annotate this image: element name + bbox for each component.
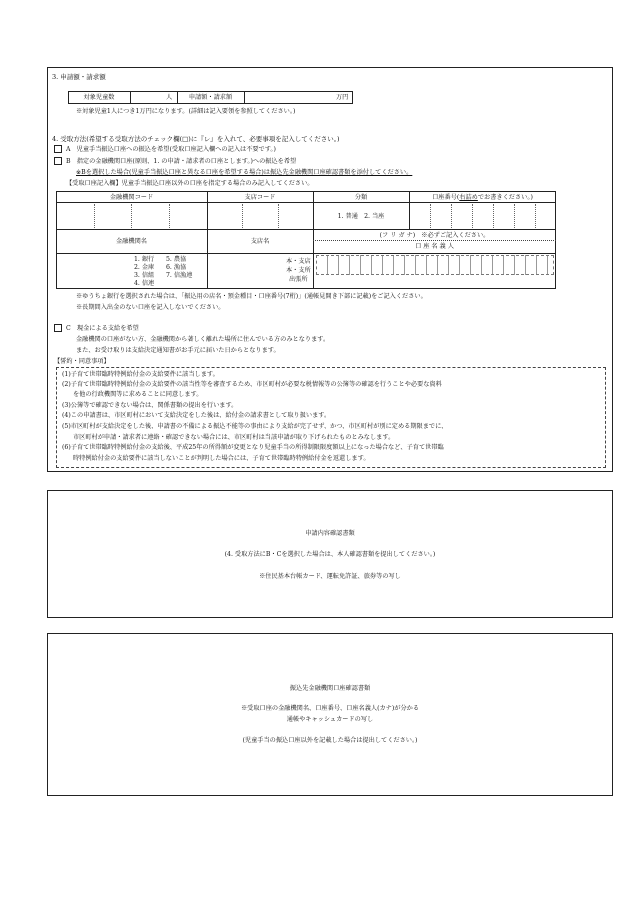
bank-type-1[interactable]: 1. 銀行: [134, 256, 155, 263]
children-label: 対象児童数: [83, 94, 115, 101]
option-a-label: A 児童手当振込口座への振込を希望(受取口座記入欄への記入は不要です。): [66, 146, 276, 153]
bank-type-4[interactable]: 4. 信連: [134, 280, 155, 287]
bank-name-header: 金融機関名: [116, 238, 147, 245]
pledge-item-3: (3)公簿等で確認できない場合は、関係書類の提出を行います。: [62, 402, 238, 409]
bank-documents-line1: ※受取口座の金融機関名、口座番号、口座名義人(カナ)が分かる: [240, 705, 420, 712]
bank-type-2[interactable]: 2. 金庫: [134, 264, 155, 271]
pledge-item-5: (5)市区町村が支給決定をした後、申請書の不備による振込不能等の事由により支給が完了せず、かつ、市区町村が別に定める期限までに、: [62, 423, 448, 430]
branch-name-input[interactable]: [208, 254, 282, 288]
option-c-line1: 金融機関の口座がない方、金融機関から著しく離れた場所に住んでいる方のみとなります。: [76, 336, 330, 343]
children-input[interactable]: [131, 92, 166, 103]
option-c-checkbox[interactable]: [54, 324, 62, 332]
longterm-note: ※長期間入出金のない口座を記入しないでください。: [76, 304, 225, 311]
account-types: 1. 普通 2. 当座: [337, 213, 385, 220]
option-c-line2: また、お受け取りは支給決定通知書がお手元に届いた日からとなります。: [76, 347, 280, 354]
bank-documents-line3: (児童手当の振込口座以外を記載した場合は提出してください。): [242, 737, 418, 744]
branch-type-1[interactable]: 本・支店: [286, 258, 311, 265]
bank-type-3[interactable]: 3. 信組: [134, 272, 155, 279]
branch-name-header: 支店名: [250, 238, 270, 245]
option-c-label: C 現金による支給を希望: [66, 325, 139, 332]
account-form-title: 【受取口座記入欄】児童手当振込口座以外の口座を指定する場合のみ記入してください。: [66, 180, 314, 187]
pledge-item-6b: 時特例給付金の支給要件に該当しないことが判明した場合には、子育て世帯臨時特例給付金を返還します。: [73, 455, 370, 462]
account-number-underlined: 右詰め: [459, 194, 478, 201]
bank-code-input[interactable]: [57, 203, 207, 229]
pledge-item-6: (6)子育て世帯臨時特例給付金の支給後、平成25年の所得額が変更となり児童手当の所得制限限度額以上になった場合など、子育て世帯臨: [62, 444, 444, 451]
children-unit: 人: [166, 94, 173, 101]
bank-documents-title: 振込先金融機関口座確認書類: [289, 685, 371, 692]
section4-heading: 4. 受取方法(希望する受取方法のチェック欄(□)に『レ』を入れて、必要事項を記入してください。): [52, 135, 340, 143]
branch-code-header: 支店コード: [244, 194, 276, 201]
account-number-input[interactable]: [410, 203, 556, 229]
bank-code-header: 金融機関コード: [109, 194, 154, 201]
yucho-note: ※ゆうちょ銀行を選択された場合は、「振込用の店名・預金種目・口座番号(7桁)」(通帳見開き下部に記載)をご記入ください。: [76, 293, 427, 300]
option-b-checkbox[interactable]: [54, 157, 62, 165]
bank-name-input[interactable]: [57, 254, 131, 288]
holder-label: 口 座 名 義 人: [415, 243, 454, 250]
pledge-item-2b: を他の行政機関等に求めることに同意します。: [73, 391, 203, 398]
category-header: 分類: [354, 194, 368, 201]
divider: [313, 240, 556, 241]
pledge-item-2: (2)子育て世帯臨時特例給付金の支給要件の該当性等を審査するため、市区町村が必要な税情報等の公簿等の確認を行うことや必要な資料: [62, 381, 442, 388]
id-documents-title: 申請内容確認書類: [305, 530, 355, 537]
bank-documents-line2: 通帳やキャッシュカードの写し: [286, 716, 374, 723]
holder-name-grid[interactable]: [316, 255, 554, 275]
branch-code-input[interactable]: [208, 203, 313, 229]
section3-heading: 3. 申請額・請求額: [52, 73, 106, 81]
amount-input[interactable]: [245, 92, 335, 103]
pledge-item-4: (4)この申請書は、市区町村において支給決定をした後は、給付金の請求書として取り扱います。: [62, 412, 331, 419]
amount-unit: 万円: [336, 94, 349, 101]
id-documents-line2: ※住民基本台帳カード、運転免許証、旅券等の写し: [259, 573, 401, 580]
bank-documents-box: [47, 633, 613, 796]
branch-type-3[interactable]: 出張所: [289, 276, 308, 283]
divider: [56, 253, 556, 254]
section3-note: ※対象児童1人につき1万円になります。(詳細は記入要領を参照してください。): [76, 108, 296, 115]
pledge-item-1: (1)子育て世帯臨時特例給付金の支給要件に該当します。: [62, 371, 219, 378]
pledge-heading: 【誓約・同意事項】: [54, 358, 110, 365]
bank-type-6[interactable]: 6. 漁協: [166, 264, 187, 271]
divider: [56, 229, 556, 230]
account-number-header: 口座番号(右詰めでお書きください。): [432, 194, 533, 201]
option-b-note: ※Bを選択した場合(児童手当振込口座と異なる口座を希望する場合)は振込先金融機関口座確認書類を添付してください。: [76, 169, 413, 176]
option-b-label: B 指定の金融機関口座(原則、1. の申請・請求者の口座とします。)への振込を希望: [66, 158, 297, 165]
furigana-label: (フ リ ガ ナ) ※必ずご記入ください。: [379, 232, 490, 239]
id-documents-line1: (4. 受取方法にB・Cを選択した場合は、本人確認書類を提出してください。): [224, 551, 436, 558]
amount-label: 申請額・請求額: [188, 94, 233, 101]
branch-type-2[interactable]: 本・支所: [286, 267, 311, 274]
option-a-checkbox[interactable]: [54, 145, 62, 153]
pledge-item-5b: 市区町村が申請・請求者に連絡・確認できない場合には、市区町村は当該申請が取り下げられたものとみなします。: [73, 434, 395, 441]
bank-type-5[interactable]: 5. 農協: [166, 256, 187, 263]
bank-type-7[interactable]: 7. 信漁連: [166, 272, 193, 279]
